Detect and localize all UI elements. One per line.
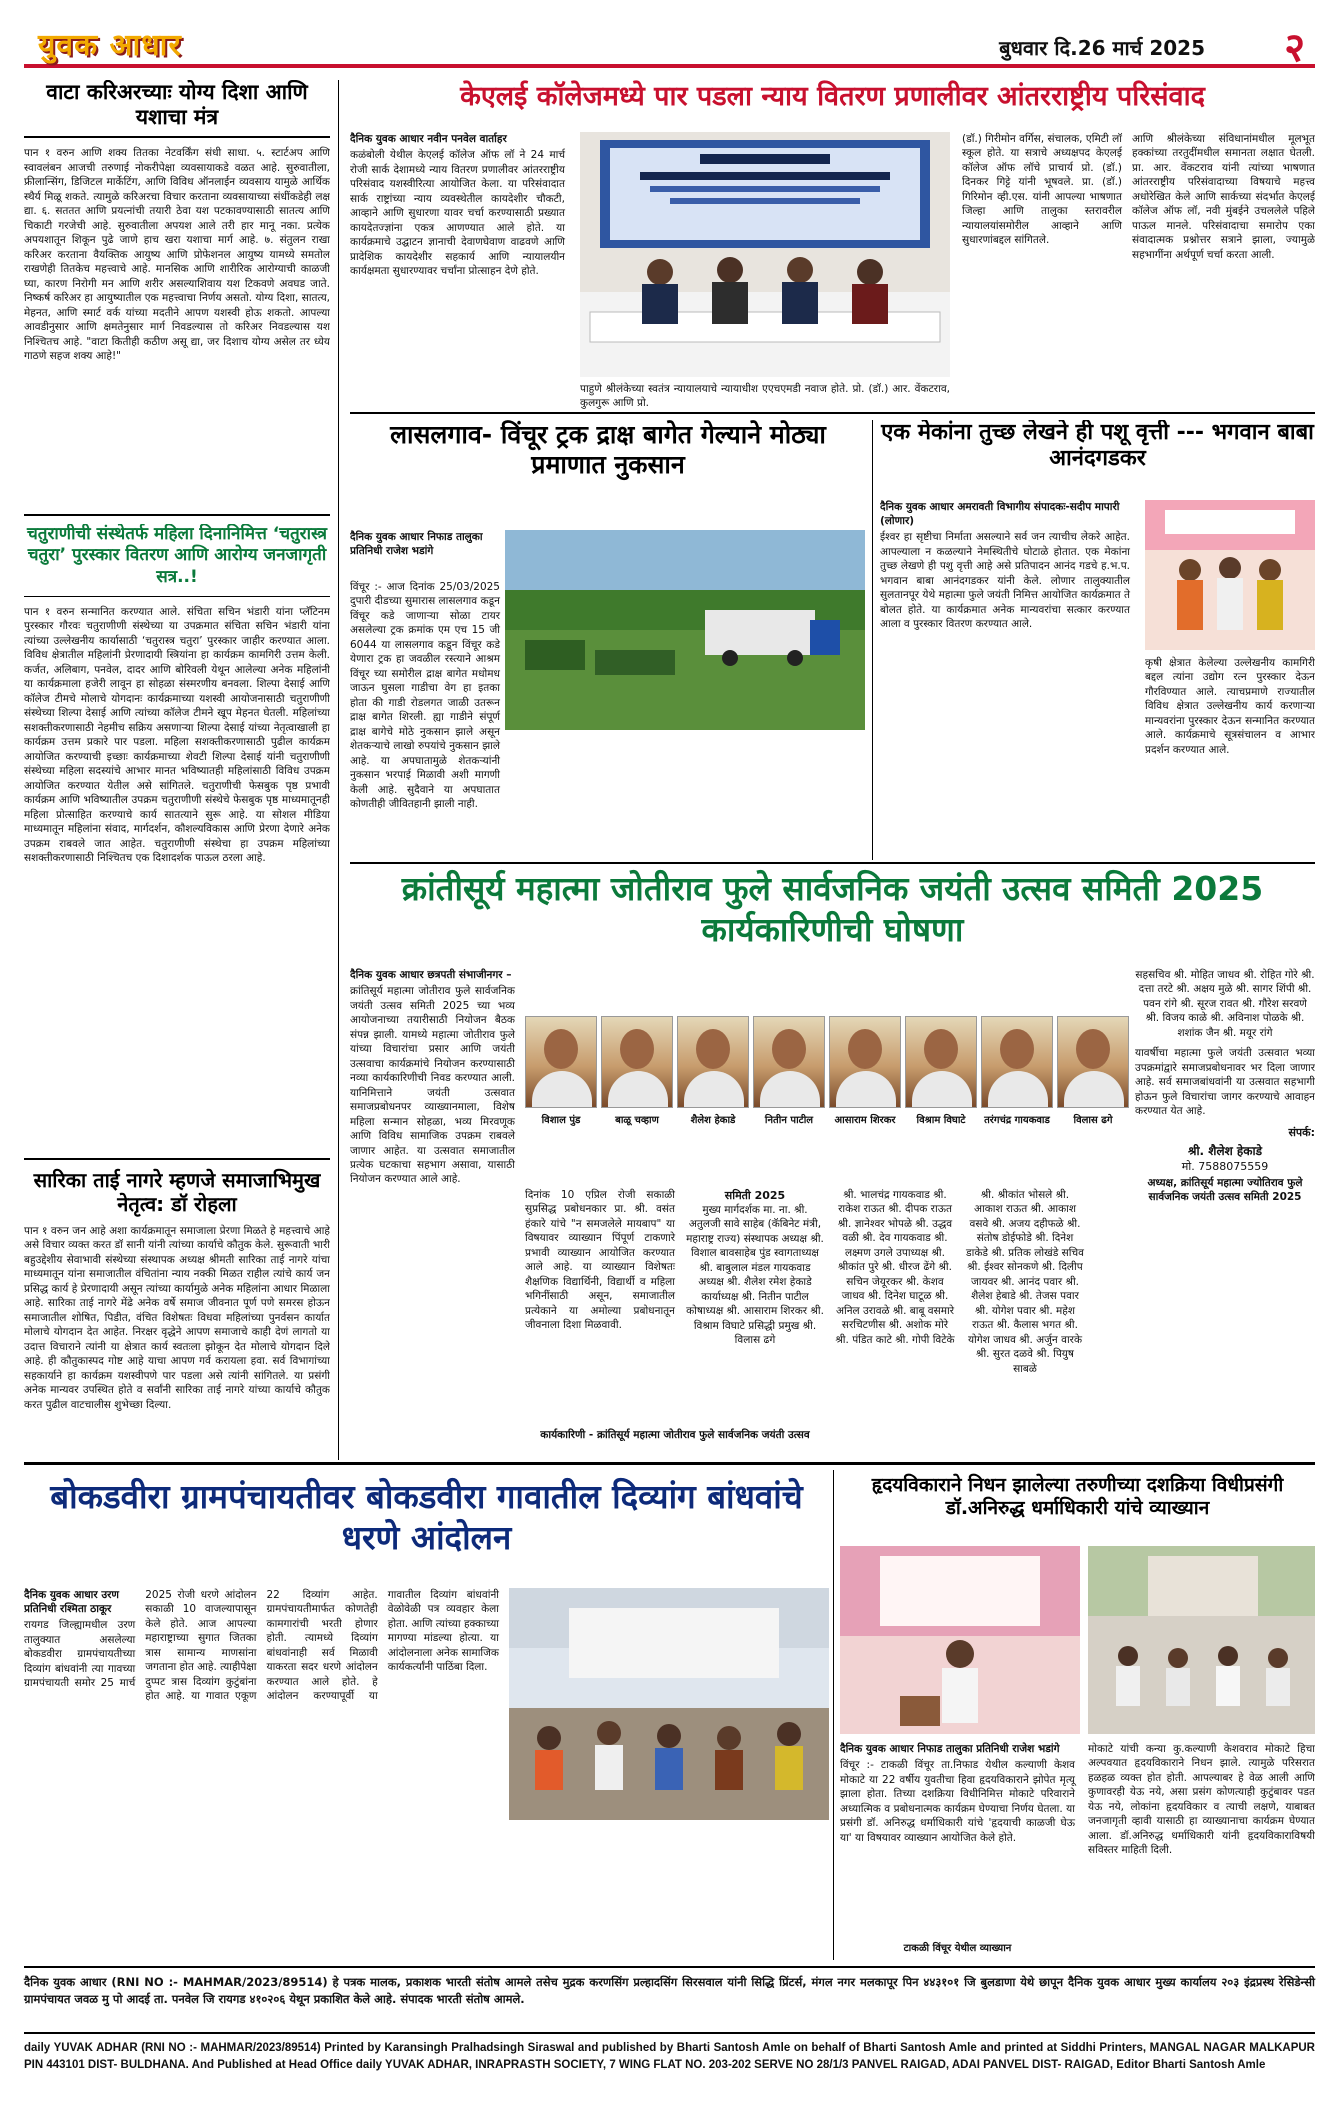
imprint-line-marathi: दैनिक युवक आधार (RNI NO :- MAHMAR/2023/89514) हे पत्रक मालक, प्रकाशक भारती संतोष आमले तसेच मुद्रक करणसिंग प्रल्हादसिंग सिरसवाल यांनी सिद्धि प्रिंटर्स, मंगल नगर मलकापूर पिन ४४३१०१ जि बुलडाणा येथे छापून दैनिक युवक आधार मुख्य कार्यालय २०३ इंद्रप्रस्थ रेसिडेन्सी ग्रामपंचायत जवळ मु पो आदई ता. पनवेल जि रायगड ४१०२०६ येथून प्रकाशित केले आहे. संपादक भारती संतोष आमले.	[24, 1975, 1315, 2006]
imprint-english	[24, 2040, 1315, 2073]
protest-photo	[509, 1588, 829, 1820]
article-phule-committee	[350, 868, 1315, 1460]
member-name: विलास ढगे	[1073, 1115, 1113, 1126]
article-body-cont: कृषी क्षेत्रात केलेल्या उल्लेखनीय कामगिरी बद्दल त्यांना उद्योग रत्न पुरस्कार देऊन गौरविण्यात आले. त्याचप्रमाणे राज्यातील विविध क्षेत्रात उल्लेखनीय कार्य करणाऱ्या मान्यवरांना पुरस्कार देऊन सन्मानित करण्यात आले. कार्यक्रमाचे सूत्रसंचालन व आभार प्रदर्शन करण्यात आले.	[1145, 657, 1315, 756]
divider	[24, 1966, 1315, 1968]
article-truck-accident	[350, 420, 866, 860]
contact-name: श्री. शैलेश हेकाडे	[1187, 1143, 1263, 1158]
article-title: एक मेकांना तुच्छ लेखने ही पशू वृत्ती --- भगवान बाबा आनंदगडकर	[881, 420, 1314, 472]
roles-list: मुख्य मार्गदर्शक मा. ना. श्री. अतुलजी सावे साहेब (कॅबिनेट मंत्री, महाराष्ट्र राज्य) संस्थापक अध्यक्ष श्री. विशाल बावसाहेब पुंड स्वागताध्यक्ष श्री. बाबुलाल मंडल गायकवाड अध्यक्ष श्री. शैलेश रमेश हेकाडे कार्याध्यक्ष श्री. नितीन पाटील कोषाध्यक्ष श्री. आसाराम शिरकर श्री. विश्राम विघाटे प्रसिद्धी प्रमुख श्री. विलास ढगे	[686, 1204, 824, 1347]
divider	[24, 514, 330, 516]
article-body: ईश्वर हा सृष्टीचा निर्माता असल्याने सर्व जन त्याचीच लेकरे आहेत. आपल्याला न कळल्याने नेमस्थितीचे घोटाळे होतात. एक मेकांना तुच्छ लेखणे ही पशु वृत्ती आहे असे प्रतिपादन आनंद गडचे ह.भ.प. भगवान बाबा आनंदगडकर यांनी केले. लोणार तालुक्यातील सुलतानपूर येथे महात्मा फुले जयंती निमित्त आयोजित कार्यक्रमात ते बोलत होते. या कार्यक्रमात अनेक मान्यवरांचा सत्कार करण्यात आला व पुरस्कार वितरण करण्यात आले.	[880, 531, 1130, 631]
portrait-face	[772, 1029, 806, 1069]
portrait-face	[924, 1029, 958, 1069]
seminar-photo	[580, 132, 950, 377]
article-title: क्रांतीसूर्य महात्मा जोतीराव फुले सार्वजनिक जयंती उत्सव समिती 2025 कार्यकारिणीची घोषणा	[401, 869, 1264, 950]
byline: दैनिक युवक आधार अमरावती विभागीय संपादकः-सदीप मापारी (लोणार)	[880, 501, 1120, 528]
member-list-1: श्री. भालचंद्र गायकवाड श्री. राकेश राऊत श्री. दीपक राऊत श्री. ज्ञानेश्वर भोपळे श्री. उद्धव वळी श्री. देव गायकवाड श्री. लक्ष्मण उगले उपाध्यक्ष श्री. श्रीकांत पुरे श्री. धीरज ढेंगे श्री. सचिन जेयूरकर श्री. केशव जाधव श्री. दिनेश घाटूळ श्री. अनिल उरावळे श्री. बाबू वसमारे सरचिटणीस श्री. अशोक मोरे श्री. पंडित काटे श्री. गोपी विटेके	[835, 1189, 955, 1346]
article-title: चतुराणीची संस्थेतर्फ महिला दिनानिमित्त ‘चतुरास्त्र चतुरा’ पुरस्कार वितरण आणि आरोग्य जनजागृती सत्र..!	[24, 524, 330, 597]
portrait-body	[912, 1071, 972, 1108]
masthead	[24, 22, 1315, 71]
lecture-photo-image	[840, 1546, 1080, 1734]
roles-title: समिती 2025	[724, 1189, 786, 1202]
article-body: पान १ वरुन जन आहे अशा कार्यक्रमातून समाजाला प्रेरणा मिळते हे महत्त्वाचे आहे असे विचार व्यक्त करत डॉ सानी यांनी त्यांच्या कार्याचे कौतुक केले. सुरूवाती भारी बहुउद्देशीय सेवाभावी संस्थेच्या संस्थापक अध्यक्ष श्रीमती सारिका ताई नागरे यांचा माध्यमातून यांना समाजातील वंचितांना न्याय नक्की मिळत राहील त्यांचे कार्य जन प्रसिद्ध कार्य हे प्रेरणादायी असून त्यांच्या कार्यामुळे अनेक महिलांना आधार मिळाला आहे. सारिका ताई नागरे मेंढे अनेक वर्षे समाज जीवनात पूर्ण पणे समरस होऊन समाजातील शोषित, पिडीत, वंचित विशेषतः विधवा महिलांच्या पुनर्वसन कार्यात मोलाचे योगदान देत आहेत. निरक्षर वृद्धेने आपण समाजाचे काही देणं लागतो या उदात्त विचाराने त्यांनी या क्षेत्रात कार्य स्वतःला झोकून देत मोलाचे योगदान दिले आहे. ही कौतुकास्पद गोष्ट आहे याचा आपण गर्व करायला हवा. सर्व विभागांच्या सहकार्याने हा कार्यक्रम यशस्वीपणे पार पडला असे त्यांनी सांगितले. या प्रसंगी अनेक मान्यवर उपस्थित होते व सर्वांनी सारिका ताई नागरे यांच्या कार्याचे कौतुक करत पुढील वाटचालीस शुभेच्छा दिल्या.	[24, 1225, 330, 1411]
divider	[24, 1158, 330, 1160]
byline: दैनिक युवक आधार निफाड तालुका प्रतिनिधी राजेश भडांगे	[840, 1743, 1060, 1755]
member-portrait	[525, 1016, 597, 1108]
article-title: वाटा करिअरच्याः योग्य दिशा आणि यशाचा मंत्र	[24, 80, 330, 138]
divider	[24, 1462, 1315, 1465]
photo-caption: टाकळी विंचूर येथील व्याख्यान	[903, 1943, 1012, 1954]
article-title: लासलगाव- विंचूर ट्रक द्राक्ष बागेत गेल्याने मोठ्या प्रमाणात नुकसान	[390, 420, 826, 479]
portrait-face	[696, 1029, 730, 1069]
member-name: शैलेश हेकाडे	[690, 1115, 736, 1126]
member-portrait	[753, 1016, 825, 1108]
member-portrait	[905, 1016, 977, 1108]
member-portrait	[829, 1016, 901, 1108]
column-divider	[833, 1470, 834, 1960]
portrait-face	[1000, 1029, 1034, 1069]
member-name: तरंगचंद्र गायकवाड	[984, 1115, 1050, 1126]
byline: दैनिक युवक आधार उरण प्रतिनिधी रश्मिता ठाकूर	[24, 1589, 119, 1616]
byline: दैनिक युवक आधार छत्रपती संभाजीनगर –	[350, 969, 512, 981]
portrait-face	[620, 1029, 654, 1069]
portrait-body	[988, 1071, 1048, 1108]
contact-phone: मो. 7588075559	[1181, 1159, 1269, 1173]
article-body: रायगड जिल्ह्यामधील उरण तालुक्यात असलेल्या बोकडवीरा ग्रामपंचायतीच्या दिव्यांग बांधवांनी त्या गावच्या ग्रामपंचायती समोर 25 मार्च 2025 रोजी धरणे आंदोलन सकाळी 10 वाजल्यापासून केले होते. आज आपल्या महाराष्ट्राच्या सुगात जितका त्रास सामान्य माणसांना जगताना होत आहे. त्याहीपेक्षा दुप्पट त्रास दिव्यांग कुटुंबांना होत आहे. या गावात एकूण 22 दिव्यांग आहेत. ग्रामपंचायतीमार्फत कोणतेही कामगारांची भरती होणार होती. त्यामध्ये दिव्यांग बांधवांनाही सर्व मिळावी याकरता सदर धरणे आंदोलन करण्यात आले होते. हे आंदोलन करण्यापूर्वी या गावातील दिव्यांग बांधवांनी वेळोवेळी पत्र व्यवहार केला होता. आणि त्यांच्या हक्काच्या मागण्या मांडल्या होत्या. या आंदोलनाला अनेक सामाजिक कार्यकर्त्यांनी पाठिंबा दिला.	[24, 1589, 500, 1703]
karyakarini-caption: कार्यकारिणी - क्रांतिसूर्य महात्मा जोतीराव फुले सार्वजनिक जयंती उत्सव	[540, 1429, 810, 1441]
audience-photo	[1088, 1546, 1315, 1734]
portrait-body	[1064, 1071, 1124, 1108]
article-body-cont: (डॉ.) गिरीमोन वर्गिस, संचालक, एमिटी लॉ स्कूल होते. या सत्राचे अध्यक्षपद केएलई कॉलेज ऑफ लॉचे प्राचार्य प्रो. (डॉ.) दिनकर गिट्टे यांनी भूषवले. प्रा. (डॉ.) गिरिमोन व्ही.एस. यांनी आपल्या भाषणात जिल्हा आणि तालुका स्तरावरील न्यायालयांसमोरील आव्हाने आणि सुधारणांबद्दल सांगितले.	[962, 133, 1122, 247]
divider	[350, 412, 1315, 414]
award-photo	[1145, 500, 1315, 650]
contact-label: संपर्क:	[1288, 1125, 1315, 1139]
article-title: सारिका ताई नागरे म्हणजे समाजाभिमुख नेतृत्व: डॉ रोहला	[33, 1168, 321, 1216]
issue-date: बुधवार दि.26 मार्च 2025	[999, 36, 1205, 60]
article-body: कळंबोली येथील केएलई कॉलेज ऑफ लॉ ने 24 मार्च रोजी सार्क देशामध्ये न्याय वितरण प्रणालीवर आंतरराष्ट्रीय परिसंवाद यशस्वीरित्या आयोजित केला. या परिसंवादात सार्क राष्ट्रांच्या न्याय व्यवस्थेतील कायदेशीर चौकटी, आव्हाने आणि सुधारणा यावर चर्चा करण्यासाठी प्रख्यात कायदेतज्ज्ञांना एकत्र आणण्यात आले होते. या कार्यक्रमाचे उद्घाटन ज्ञानाची देवाणघेवाण वाढवणे आणि प्रादेशिक कायदेशीर सहकार्य आणि न्यायालयीन कार्यक्षमता सुधारण्यावर चर्चांना प्रोत्साहन देणे होते.	[350, 149, 565, 278]
member-portrait	[677, 1016, 749, 1108]
article-title: हृदयविकाराने निधन झालेल्या तरुणीच्या दशक्रिया विधीप्रसंगी डॉ.अनिरुद्ध धर्माधिकारी यांचे व्याख्यान	[871, 1474, 1284, 1519]
article-kle-seminar	[350, 80, 1315, 430]
portrait-body	[760, 1071, 820, 1108]
portrait-body	[532, 1071, 592, 1108]
logo-text: युवक आधार	[38, 27, 182, 63]
member-name: विश्राम विघाटे	[916, 1115, 966, 1126]
page-number: २	[1284, 25, 1305, 71]
photo-caption: पाहुणे श्रीलंकेच्या स्वतंत्र न्यायालयाचे न्यायाधीश एएचएमडी नवाज होते. प्रो. (डॉ.) आर. वेंकटराव, कुलगुरू आणि प्रो.	[580, 383, 950, 410]
article-bokadvira	[24, 1470, 829, 1960]
article-bhagwan-baba	[880, 420, 1315, 860]
contact-role: अध्यक्ष, क्रांतिसूर्य महात्मा ज्योतिराव फुले सार्वजनिक जयंती उत्सव समिती 2025	[1147, 1176, 1303, 1203]
article-chaturani	[24, 524, 330, 1154]
seminar-photo-image	[580, 132, 950, 377]
imprint-line-english: daily YUVAK ADHAR (RNI NO :- MAHMAR/2023/89514) Printed by Karansingh Pralhadsingh Siraswal and published by Bharti Santosh Amle on behalf of Bharti Santosh Amle and printed at Siddhi Printers, MANGAL NAGAR MALKAPUR PIN 443101 DIST- BULDHANA. And Published at Head Office daily YUVAK ADHAR, INRAPRASTH SOCIETY, 7 WING FLAT NO. 203-202 SERVE NO 28/1/3 PANVEL RAIGAD, ADAI PANVEL DIST- RAIGAD, Editor Bharti Santosh Amle	[24, 2042, 1315, 2071]
member-portrait	[981, 1016, 1053, 1108]
member-name: विशाल पुंड	[541, 1115, 581, 1126]
protest-photo-image	[509, 1588, 829, 1820]
portrait-face	[1076, 1029, 1110, 1069]
truck-photo-image	[505, 530, 865, 730]
article-body: विंचूर :- आज दिनांक 25/03/2025 दुपारी दीडच्या सुमारास लासलगाव कडून विंचूर कडे जाणाऱ्या सोळा टायर असलेल्या ट्रक क्रमांक एम एच 15 जी 6044 या लासलगाव कडून विंचूर कडे येणारा ट्रक हा जवळील रस्त्याने आश्रम विंचूर च्या समोरील द्राक्ष बागेत मधोमध जाऊन घुसला गाडीचा वेग हा इतका होता की गाडी रोडलगत जाळी उतरून द्राक्ष बागेत शिरली. ह्या गाडीने संपूर्ण द्राक्ष बागेचे मोठे नुकसान झाले असून शेतकऱ्याचे लाखो रुपयांचे नुकसान झाले आहे. या अपघातामुळे शेतकऱ्यांनी नुकसान भरपाई मिळावी अशी मागणी केली आहे. सुदैवाने या अपघातात कोणतीही जीवितहानी झाली नाही.	[350, 581, 500, 811]
member-name: आसाराम शिरकर	[834, 1115, 896, 1126]
member-portrait	[601, 1016, 673, 1108]
imprint-marathi	[24, 1974, 1315, 2007]
truck-photo	[505, 530, 865, 730]
article-dharmadhikari-lecture	[840, 1470, 1315, 1960]
article-career	[24, 80, 330, 510]
article-sarika-nagre	[24, 1168, 330, 1458]
article-body-end: आणि श्रीलंकेच्या संविधानांमधील मूलभूत हक्कांच्या तरतुदींमधील समानता लक्षात घेतली. प्रा. आर. वेंकटराव यांनी त्यांच्या भाषणात आंतरराष्ट्रीय परिसंवादाच्या विषयाचे महत्त्व अधोरेखित केले आणि सार्कच्या संदर्भात केएलई कॉलेज ऑफ लॉ, नवी मुंबईने उचललेले पहिले पाऊल मानले. परिसंवादाचा समारोप एका संवादात्मक प्रश्नोत्तर सत्राने झाला, ज्यामुळे सहभागींना अर्थपूर्ण चर्चा करता आली.	[1132, 133, 1315, 261]
article-body: विंचूर :- टाकळी विंचूर ता.निफाड येथील कल्याणी केशव मोकाटे या 22 वर्षीय युवतीचा हिवा हृदयविकाराने झोपेत मृत्यू झाला होता. तिच्या दशक्रिया विधीनिमित्त मोकाटे परिवाराने अध्यात्मिक व प्रबोधनात्मक कार्यक्रम घेण्याचा निर्णय घेतला. या प्रसंगी डॉ. अनिरुद्ध धर्माधिकारी यांचे 'हृदयाची काळजी घेऊ या' या विषयावर व्याख्यान आयोजित केले होते.	[840, 1759, 1075, 1844]
article-body: पान १ वरुन सन्मानित करण्यात आले. संचिता सचिन भंडारी यांना प्लॅटिनम पुरस्कार गौरवः चतुराणीणी संस्थेच्या या उपक्रमात संचिता सचिन भंडारी यांना त्यांच्या उल्लेखनीय कार्यासाठी ‘चतुरास्त्र चतुरा’ पुरस्कार जाहीर करण्यात आला. विविध क्षेत्रातील महिलांनी प्रेरणादायी स्त्रियांना हा कार्यक्रम कामगिरी उत्तम केली. कर्जत, अलिबाग, पनवेल, दादर आणि बोरिवली येथून आलेल्या अनेक महिलांनी या कार्यक्रमाला हजेरी लावून हा सोहळा संस्मरणीय बनवला. शिल्पा देसाई आणि कॉलेज टीमचे मोलाचे योगदानः कार्यक्रमाच्या यशस्वी आयोजनासाठी चतुराणीणी संस्थेच्या शिल्पा देसाई आणि त्यांच्या कॉलेज टीमने खूप मेहनत घेतली. महिलांच्या सशक्तीकरणासाठी नेहमीच सक्रिय असणाऱ्या शिल्पा देसाई यांच्या नेतृत्वाखाली हा कार्यक्रम उत्तम प्रकारे पार पडला. महिला सशक्तीकरणासाठी पुढील कार्यक्रम आयोजित करण्याची इच्छाः कार्यक्रमाच्या शेवटी शिल्पा देसाई यांनी चतुराणीणी संस्थेच्या महिला सदस्यांचे आभार मानत भविष्यातही महिलांसाठी विविध उपक्रम आयोजित करण्यात येतील असे सांगितले. चतुराणीची फेसबुक पृष्ठ प्रभावी कार्यक्रम आणि भविष्यातील उपक्रम चतुराणीणी संस्थेचे फेसबुक पृष्ठ माध्यमातूनही महिला प्रोत्साहित करण्याचे कार्य सातत्याने सुरू आहे. या सोशल मीडिया माध्यमातून महिलांना संवाद, मार्गदर्शन, कौशल्यविकास आणि प्रेरणा देणारे अनेक उपक्रम राबवले जात आहेत. चतुराणीणी संस्थेचा हा उपक्रम महिलांच्या सशक्तीकरणासाठी निश्चितच एक दिशादर्शक पाऊल ठरला आहे.	[24, 605, 330, 864]
member-name: नितीन पाटील	[764, 1115, 814, 1126]
article-body-cont: दिनांक 10 एप्रिल रोजी सकाळी सुप्रसिद्ध प्रबोधनकार प्रा. श्री. वसंत हंकारे यांचे "न समजलेले मायबाप" या विषयावर व्याख्यान पिंपूर्ण टाकणारे प्रभावी व्याख्यान आयोजित करण्यात आले आहे. या व्याख्यान विशेषतः शैक्षणिक विद्यार्थिनी, विद्यार्थी व महिला भगिनींसाठी असून, समाजातील प्रत्येकाने या अमोल्या प्रबोधनातून जीवनाला दिशा मिळवावी.	[525, 1189, 675, 1332]
audience-photo-image	[1088, 1546, 1315, 1734]
portrait-face	[848, 1029, 882, 1069]
portrait-body	[684, 1071, 744, 1108]
divider	[350, 862, 1315, 864]
divider	[24, 2032, 1315, 2034]
column-divider	[872, 420, 873, 860]
member-list-2: श्री. श्रीकांत भोसले श्री. आकाश राऊत श्री. आकाश वसवे श्री. अजय दहीफळे श्री. संतोष डोईफोडे श्री. दिनेश डाकेडे श्री. प्रतिक लोखंडे सचिव श्री. ईश्वर सोनकणे श्री. दिलीप जायवर श्री. आनंद पवार श्री. शैलेश हेबाडे श्री. तेजस पवार श्री. योगेश पवार श्री. महेश राऊत श्री. कैलास भगत श्री. योगेश जाधव श्री. अर्जुन वारके श्री. सुरत दळवे श्री. पियुष साबळे	[966, 1189, 1084, 1375]
article-body: पान १ वरुन आणि शक्य तितका नेटवर्किंग संधी साधा. ५. स्टार्टअप आणि स्वावलंबन आजची तरुणाई नोकरीपेक्षा व्यवसायाकडे वळत आहे. सुरुवातीला, फ्रीलान्सिंग, डिजिटल मार्केटिंग, आणि विविध ऑनलाईन व्यवसाय यामुळे आर्थिक स्थैर्य मिळू शकते. त्यामुळे करिअरचा विचार करताना व्यवसायाच्या संधींकडेही लक्ष द्या. ६. सततत आणि प्रयत्नांची तयारी ठेवा यश पटकावण्यासाठी सातत्य आणि चिकाटी गरजेची आहे. सुरुवातीला अपयश आले तरी हार मानू नका. प्रत्येक अपयशातून शिकून पुढे जाणे हाच खरा यशाचा मार्ग आहे. ७. संतुलन राखा करिअर करताना वैयक्तिक आयुष्य आणि प्रोफेशनल आयुष्य यामध्ये समतोल राखणेही तितकेच महत्त्वाचे आहे. मानसिक आणि शारीरिक आरोग्याची काळजी घ्या, कारण निरोगी मन आणि शरीर असल्याशिवाय यश टिकवणे अवघड जाते. निष्कर्ष करिअर हा आयुष्यातील एक महत्त्वाचा निर्णय असतो. योग्य दिशा, सातत्य, मेहनत, आणि स्मार्ट वर्क यांच्या मदतीने आपण यशस्वी होऊ शकतो. आपल्या आवडीनुसार आणि क्षमतेनुसार मार्ग निवडल्यास तो करिअर निवडल्यास यश निश्चितच आहे. "वाटा कितीही कठीण असू द्या, जर दिशाच योग्य असेल तर ध्येय गाठणे सहज शक्य आहे!"	[24, 147, 330, 363]
award-photo-image	[1145, 500, 1315, 650]
closing-note: यावर्षीचा महात्मा फुले जयंती उत्सवात भव्या उपक्रमांद्वारे समाजप्रबोधनावर भर दिला जाणार आहे. सर्व समाजबांधवांनी या उत्सवात सहभागी होऊन फुले विचारांचा जागर करण्याचे आवाहन करण्यात येत आहे.	[1135, 1047, 1315, 1118]
portrait-body	[836, 1071, 896, 1108]
member-portrait	[1057, 1016, 1129, 1108]
newspaper-logo[interactable]	[24, 24, 196, 62]
article-title: केएलई कॉलेजमध्ये पार पडला न्याय वितरण प्रणालीवर आंतरराष्ट्रीय परिसंवाद	[460, 81, 1205, 112]
member-name: बाळू चव्हाण	[615, 1115, 659, 1126]
byline: दैनिक युवक आधार निफाड तालुका प्रतिनिधी राजेश भडांगे	[350, 531, 483, 558]
member-list-3: सहसचिव श्री. मोहित जाधव श्री. रोहित गोरे श्री. दत्ता तरटे श्री. अक्षय मुळे श्री. सागर शिंपी श्री. पवन रांगे श्री. सूरज रावत श्री. गौरेश सरवणे श्री. विजय काळे श्री. अविनाश पोळके श्री. शशांक जैन श्री. मयूर रांगे	[1135, 969, 1315, 1039]
article-body: क्रांतिसूर्य महात्मा जोतीराव फुले सार्वजनिक जयंती उत्सव समिती 2025 च्या भव्य आयोजनाच्या तयारीसाठी नियोजन बैठक संपन्न झाली. यामध्ये महात्मा जोतीराव फुले यांच्या विचारांचा प्रसार आणि जयंती उत्सवाचा कार्यक्रमांचे नियोजन करण्यासाठी नव्या कार्यकारिणीची निवड करण्यात आली. यानिमित्ताने जयंती उत्सवात समाजप्रबोधनपर व्याख्यानमाला, विशेष महिला सन्मान सोहळा, भव्य मिरवणूक आणि विविध सामाजिक उपक्रम राबवले जाणार आहेत. या उत्सवात समाजातील प्रत्येक घटकाचा सहभाग असावा, यासाठी नियोजन करण्यात आले आहे.	[350, 985, 515, 1186]
portrait-body	[608, 1071, 668, 1108]
column-divider	[338, 80, 339, 1460]
lecture-photo	[840, 1546, 1080, 1734]
byline: दैनिक युवक आधार नवीन पनवेल वार्ताहर	[350, 133, 507, 145]
article-title: बोकडवीरा ग्रामपंचायतीवर बोकडवीरा गावातील दिव्यांग बांधवांचे धरणे आंदोलन	[50, 1477, 803, 1558]
article-body-cont: मोकाटे यांची कन्या कु.कल्याणी केशवराव मोकाटे हिचा अल्पवयात हृदयविकाराने निधन झाले. त्यामुळे परिसरात हळहळ व्यक्त होत होती. आपल्याबर हे वेळ आली आणि कुणावरही येऊ नये, असा प्रसंग कोणत्याही कुटुंबावर पडत येऊ नये, लोकांना हृदयविकार व त्याची लक्षणे, याबाबत जनजागृती व्हावी यासाठी हा व्याख्यानाचा कार्यक्रम घेण्यात आला. डॉ.अनिरुद्ध धर्माधिकारी यांनी हृदयविकाराविषयी सविस्तर माहिती दिली.	[1088, 1743, 1315, 1857]
portrait-face	[544, 1029, 578, 1069]
